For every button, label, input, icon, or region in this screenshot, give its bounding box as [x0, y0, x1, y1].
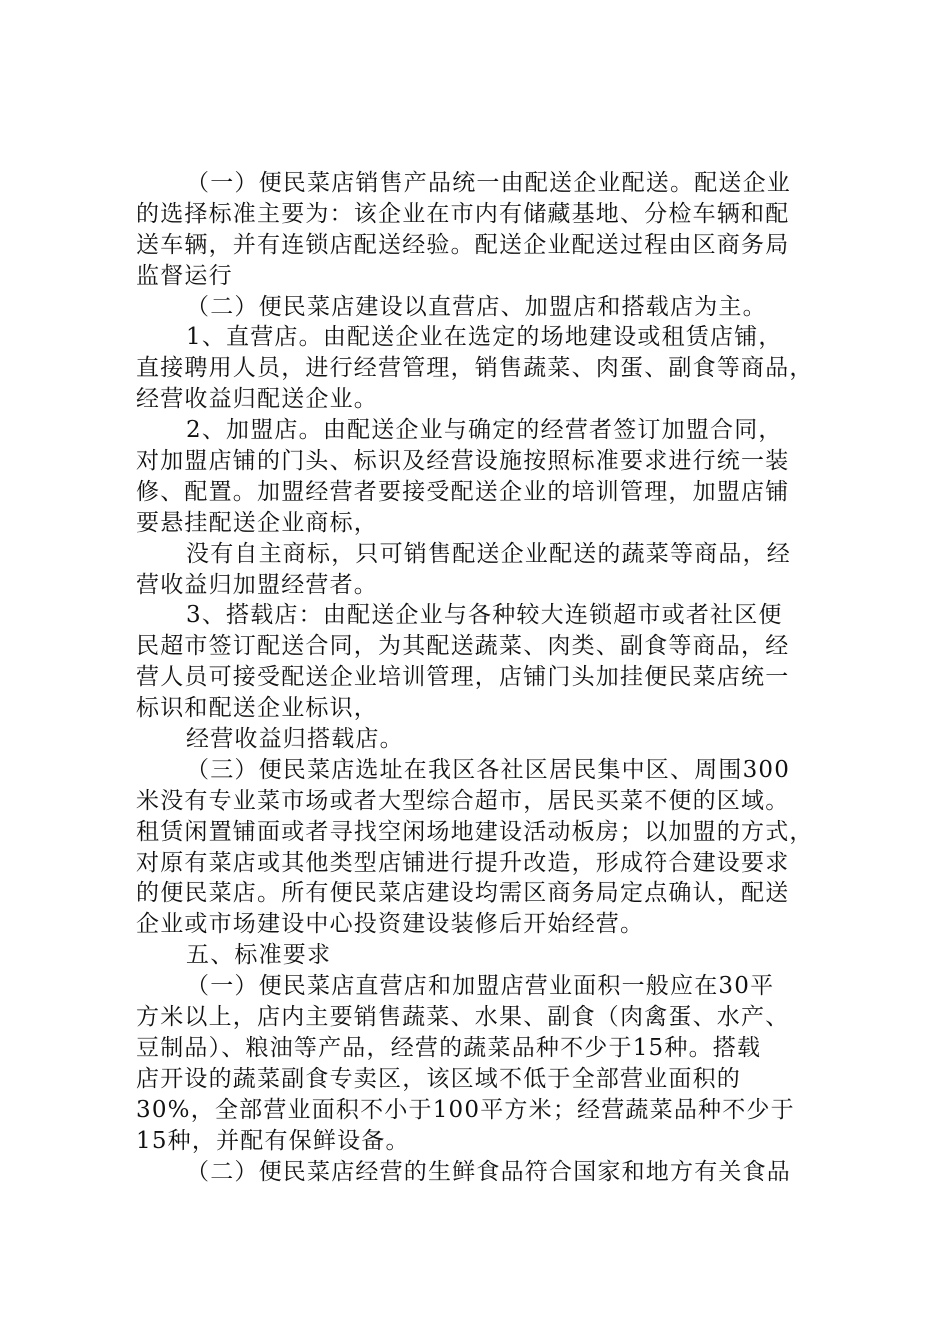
- text-line: 送车辆，并有连锁店配送经验。配送企业配送过程由区商务局: [136, 231, 790, 258]
- text-line: 对原有菜店或其他类型店铺进行提升改造，形成符合建设要求: [136, 849, 790, 876]
- text-line: 15种，并配有保鲜设备。: [136, 1127, 410, 1154]
- text-line: 店开设的蔬菜副食专卖区，该区域不低于全部营业面积的: [136, 1065, 741, 1092]
- text-line: 30%，全部营业面积不小于100平方米；经营蔬菜品种不少于: [136, 1096, 795, 1123]
- text-line: （一）便民菜店直营店和加盟店营业面积一般应在30平: [186, 973, 775, 1000]
- text-line: 租赁闲置铺面或者寻找空闲场地建设活动板房；以加盟的方式，: [136, 818, 814, 845]
- text-line: 方米以上，店内主要销售蔬菜、水果、副食（肉禽蛋、水产、: [136, 1004, 790, 1031]
- text-line: 3、搭载店：由配送企业与各种较大连锁超市或者社区便: [186, 602, 783, 629]
- text-line: 营人员可接受配送企业培训管理，店铺门头加挂便民菜店统一: [136, 664, 790, 691]
- text-line: 1、直营店。由配送企业在选定的场地建设或租赁店铺，: [186, 324, 783, 351]
- document-body: [136, 168, 836, 1187]
- text-line: （三）便民菜店选址在我区各社区居民集中区、周围300: [186, 756, 791, 783]
- text-line: （一）便民菜店销售产品统一由配送企业配送。配送企业: [186, 170, 791, 196]
- text-line: 经营收益归搭载店。: [186, 726, 404, 753]
- text-line: 修、配置。加盟经营者要接受配送企业的培训管理，加盟店铺: [136, 478, 790, 505]
- text-line: 豆制品）、粮油等产品，经营的蔬菜品种不少于15种。搭载: [136, 1034, 762, 1061]
- text-line: 监督运行: [136, 262, 233, 289]
- text-line: 没有自主商标，只可销售配送企业配送的蔬菜等商品，经: [186, 540, 791, 567]
- text-line: 标识和配送企业标识，: [136, 695, 378, 722]
- text-line: 2、加盟店。由配送企业与确定的经营者签订加盟合同，: [186, 417, 783, 444]
- text-line: 的便民菜店。所有便民菜店建设均需区商务局定点确认，配送: [136, 880, 790, 907]
- text-line: （二）便民菜店经营的生鲜食品符合国家和地方有关食品: [186, 1158, 791, 1185]
- text-line: 的选择标准主要为：该企业在市内有储藏基地、分检车辆和配: [136, 200, 790, 227]
- text-line: 企业或市场建设中心投资建设装修后开始经营。: [136, 911, 645, 938]
- text-line: 直接聘用人员，进行经营管理，销售蔬菜、肉蛋、副食等商品，: [136, 355, 814, 382]
- text-line: 民超市签订配送合同，为其配送蔬菜、肉类、副食等商品，经: [136, 633, 790, 660]
- text-line: 经营收益归配送企业。: [136, 386, 378, 413]
- text-line: 对加盟店铺的门头、标识及经营设施按照标准要求进行统一装: [136, 448, 790, 475]
- text-line: （二）便民菜店建设以直营店、加盟店和搭载店为主。: [186, 293, 767, 320]
- text-line: 要悬挂配送企业商标，: [136, 509, 378, 536]
- text-line: 米没有专业菜市场或者大型综合超市，居民买菜不便的区域。: [136, 787, 790, 814]
- text-line: 营收益归加盟经营者。: [136, 571, 378, 598]
- text-line: 五、标准要求: [186, 942, 332, 969]
